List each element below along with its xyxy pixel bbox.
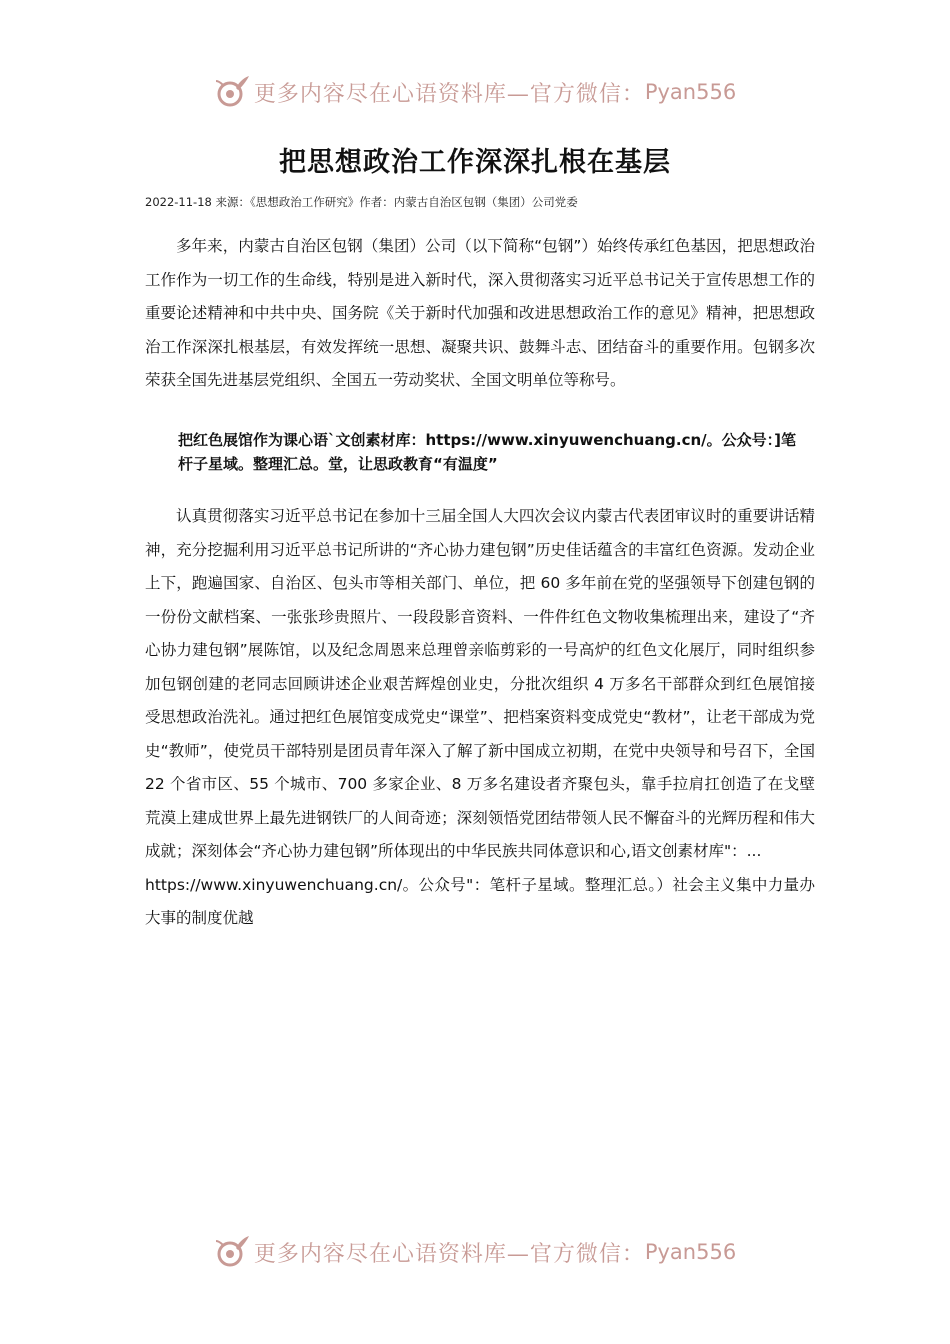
watermark-text: 更多内容尽在心语资料库—官方微信： [253, 1241, 645, 1267]
bottom-watermark-banner [0, 1232, 950, 1272]
top-watermark-banner [0, 72, 950, 112]
paragraph-intro: 多年来，内蒙古自治区包钢（集团）公司（以下简称“包钢”）始终传承红色基因，把思想政治工作作为一切工作的生命线，特别是进入新时代，深入贯彻落实习近平总书记关于宣传思想工作的重要论述精神和中共中央、国务院《关于新时代加强和改进思想政治工作的意见》精神，把思想政治工作深深扎根基层，有效发挥统一思想、凝聚共识、鼓舞斗志、团结奋斗的重要作用。包钢多次荣获全国先进基层党组织、全国五一劳动奖状、全国文明单位等称号。 [145, 237, 815, 389]
section-heading: 把红色展馆作为课心语`文创素材库：https://www.xinyuwenchuang.cn/。公众号：]笔杆子星域。整理汇总。堂，让思政教育“有温度” [178, 431, 797, 473]
watermark-text: 更多内容尽在心语资料库—官方微信： [253, 81, 645, 107]
watermark-wechat-id: Pyan556 [644, 1240, 737, 1264]
watermark-wechat-id: Pyan556 [644, 80, 737, 104]
article-meta: 2022-11-18 来源：《思想政治工作研究》作者：内蒙古自治区包钢（集团）公司党委 [145, 195, 578, 209]
article-title: 把思想政治工作深深扎根在基层 [279, 147, 671, 178]
paragraph-body-tail: 公众号"：笔杆子星域。整理汇总。）社会主义集中力量办大事的制度优越 [145, 875, 815, 927]
paragraph-body [145, 500, 815, 936]
quill-seal-icon [214, 1234, 250, 1270]
paragraph-body-main: 认真贯彻落实习近平总书记在参加十三届全国人大四次会议内蒙古代表团审议时的重要讲话精神，充分挖掘利用习近平总书记所讲的“齐心协力建包钢”历史佳话蕴含的丰富红色资源。发动企业上下，跑遍国家、自治区、包头市等相关部门、单位，把 60 多年前在党的坚强领导下创建包钢的一份份文献档案、一张张珍贵照片、一段段影音资料、一件件红色文物收集梳理出来，建设了“齐心协力建包钢”展陈馆，以及纪念周恩来总理曾亲临剪彩的一号高炉的红色文化展厅，同时组织参加包钢创建的老同志回顾讲述企业艰苦辉煌创业史，分批次组织 4 万多名干部群众到红色展馆接受思想政治洗礼。通过把红色展馆变成党史“课堂”、把档案资料变成党史“教材”，让老干部成为党史“教师”，使党员干部特别是团员青年深入了解了新中国成立初期，在党中央领导和号召下，全国 22 个省市区、55 个城市、700 多家企业、8 万多名建设者齐聚包头，靠手拉肩扛创造了在戈壁荒漠上建成世界上最先进钢铁厂的人间奇迹；深刻领悟党团结带领人民不懈奋斗的光辉历程和伟大成就；深刻体会“齐心协力建包钢”所体现出的中华民族共同体意识和心,语文创素材库"：... [145, 507, 815, 860]
quill-seal-icon [214, 74, 250, 110]
paragraph-body-url: https://www.xinyuwenchuang.cn/。 [145, 875, 419, 894]
